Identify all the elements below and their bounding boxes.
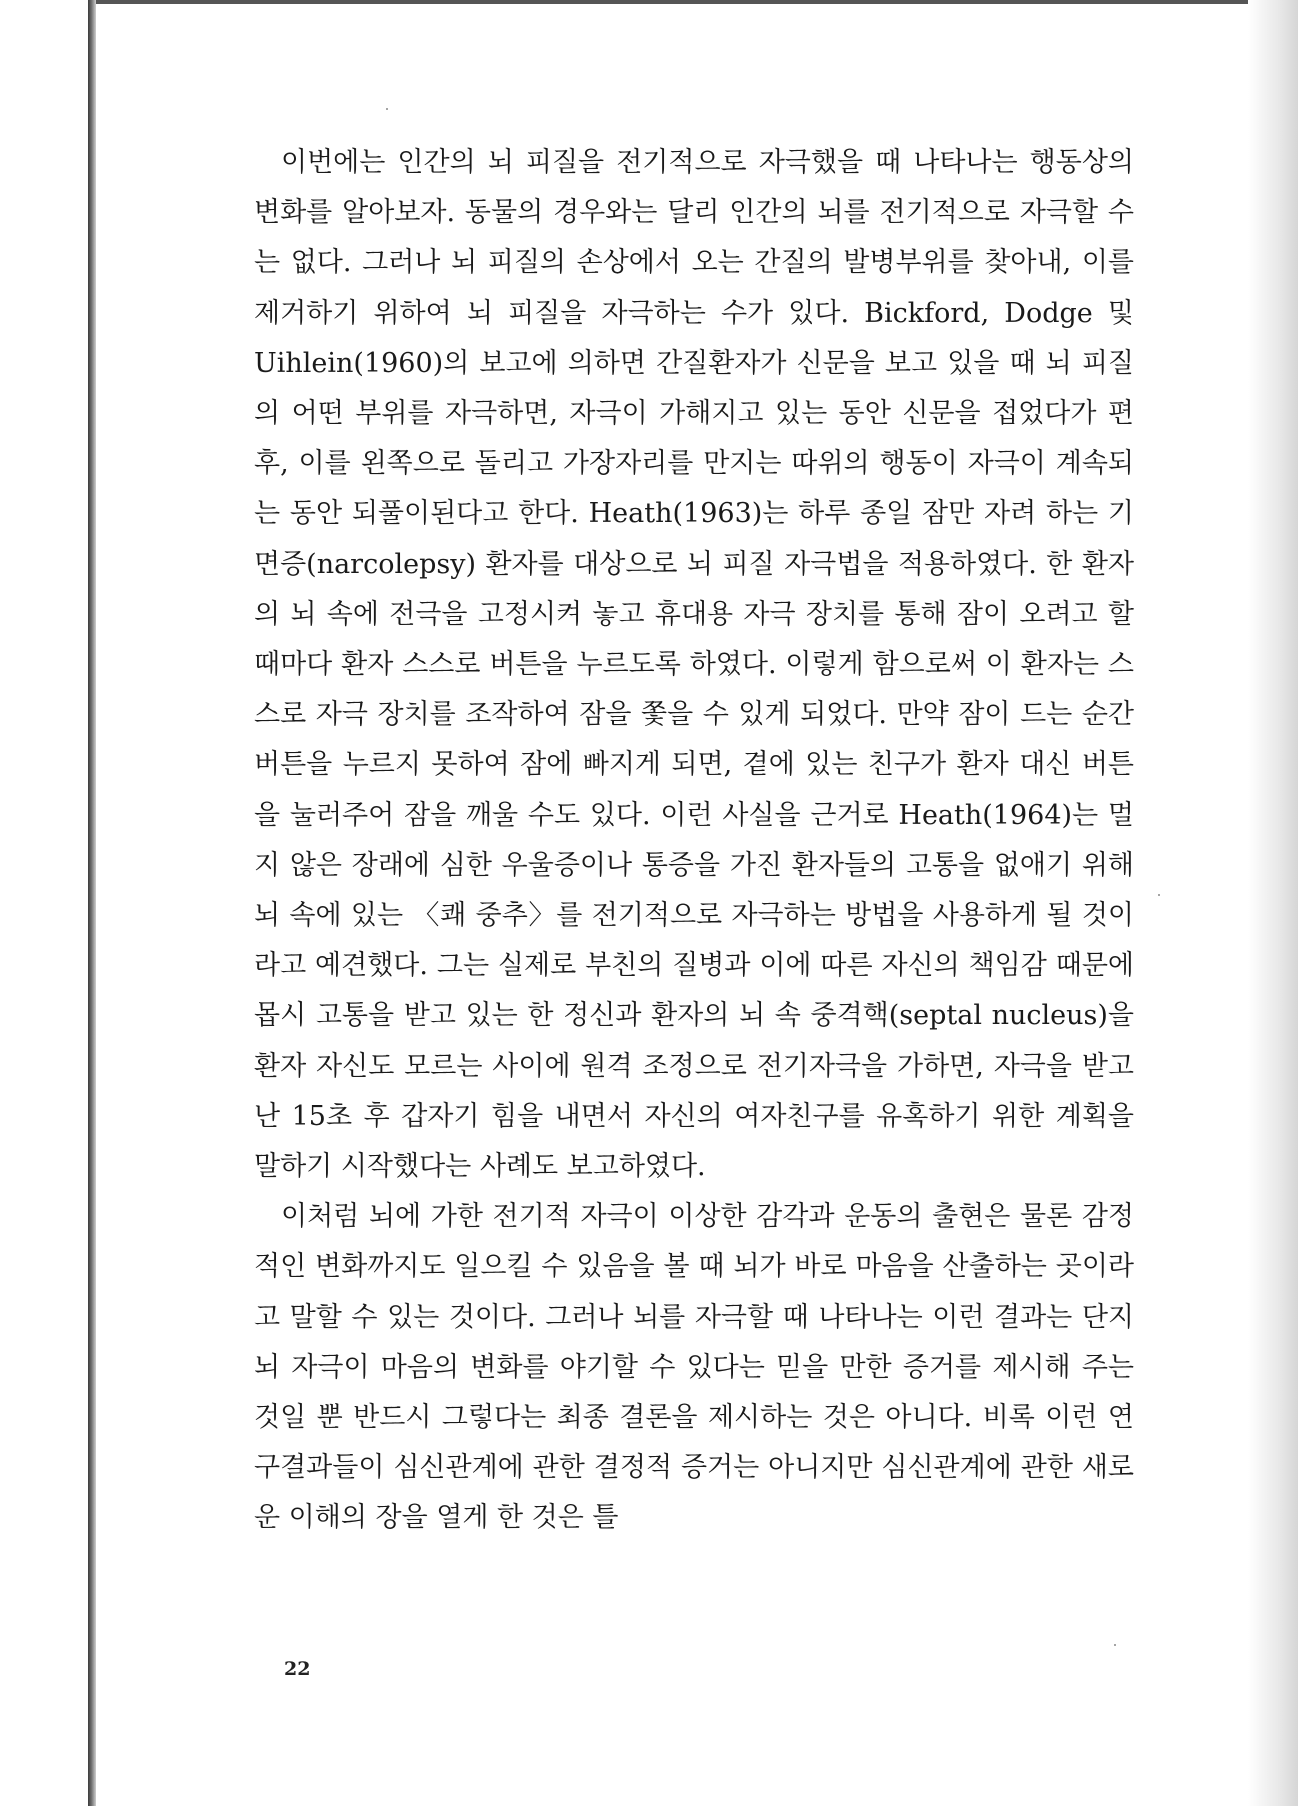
scan-speck xyxy=(1158,894,1160,896)
scan-speck xyxy=(386,108,388,110)
paragraph-1: 이번에는 인간의 뇌 피질을 전기적으로 자극했을 때 나타나는 행동상의 변화를 알아보자. 동물의 경우와는 달리 인간의 뇌를 전기적으로 자극할 수는 없다. 그러나 뇌 피질의 손상에서 오는 간질의 발병부위를 찾아내, 이를 제거하기 위하여 뇌 피질을 자극하는 수가 있다. Bickford, Dodge 및 Uihlein(1960)의 보고에 의하면 간질환자가 신문을 보고 있을 때 뇌 피질의 어떤 부위를 자극하면, 자극이 가해지고 있는 동안 신문을 접었다가 편 후, 이를 왼쪽으로 돌리고 가장자리를 만지는 따위의 행동이 자극이 계속되는 동안 되풀이된다고 한다. Heath(1963)는 하루 종일 잠만 자려 하는 기면증(narcolepsy) 환자를 대상으로 뇌 피질 자극법을 적용하였다. 한 환자의 뇌 속에 전극을 고정시켜 놓고 휴대용 자극 장치를 통해 잠이 오려고 할 때마다 환자 스스로 버튼을 누르도록 하였다. 이렇게 함으로써 이 환자는 스스로 자극 장치를 조작하여 잠을 쫓을 수 있게 되었다. 만약 잠이 드는 순간 버튼을 누르지 못하여 잠에 빠지게 되면, 곁에 있는 친구가 환자 대신 버튼을 눌러주어 잠을 깨울 수도 있다. 이런 사실을 근거로 Heath(1964)는 멀지 않은 장래에 심한 우울증이나 통증을 가진 환자들의 고통을 없애기 위해 뇌 속에 있는 〈쾌 중추〉를 전기적으로 자극하는 방법을 사용하게 될 것이라고 예견했다. 그는 실제로 부친의 질병과 이에 따른 자신의 책임감 때문에 몹시 고통을 받고 있는 한 정신과 환자의 뇌 속 중격핵(septal nucleus)을 환자 자신도 모르는 사이에 원격 조정으로 전기자극을 가하면, 자극을 받고 난 15초 후 갑자기 힘을 내면서 자신의 여자친구를 유혹하기 위한 계획을 말하기 시작했다는 사례도 보고하였다. xyxy=(254,147,1134,1183)
page-number: 22 xyxy=(284,1658,311,1680)
paragraph-2: 이처럼 뇌에 가한 전기적 자극이 이상한 감각과 운동의 출현은 물론 감정적인 변화까지도 일으킬 수 있음을 볼 때 뇌가 바로 마음을 산출하는 곳이라고 말할 수 있는 것이다. 그러나 뇌를 자극할 때 나타나는 이런 결과는 단지 뇌 자극이 마음의 변화를 야기할 수 있다는 믿을 만한 증거를 제시해 주는 것일 뿐 반드시 그렇다는 최종 결론을 제시하는 것은 아니다. 비록 이런 연구결과들이 심신관계에 관한 결정적 증거는 아니지만 심신관계에 관한 새로운 이해의 장을 열게 한 것은 틀 xyxy=(254,1201,1134,1534)
scan-left-edge xyxy=(88,0,96,1806)
page-right-shadow xyxy=(1248,0,1298,1806)
body-text xyxy=(254,138,1134,1544)
book-page xyxy=(96,4,1248,1806)
scan-speck xyxy=(1114,1644,1116,1646)
